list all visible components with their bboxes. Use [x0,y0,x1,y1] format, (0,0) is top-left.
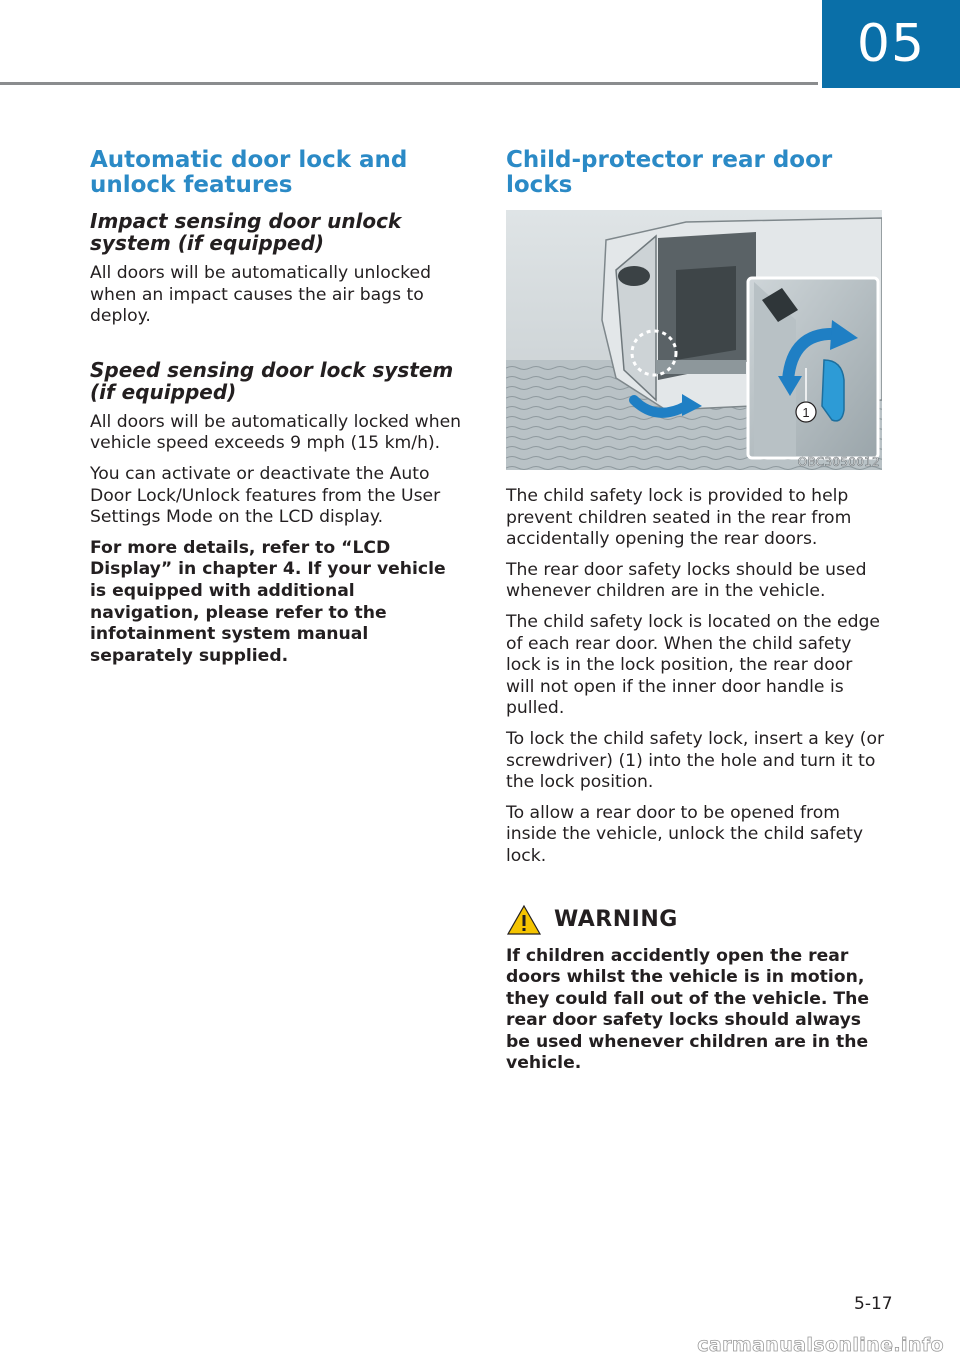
speed-sensing-title: Speed sensing door lock system (if equipped) [90,357,454,404]
page-number: 5-17 [854,1294,893,1314]
child-lock-para-4: To lock the child safety lock, insert a key (or screwdriver) (1) into the hole and turn it to the lock position. [506,728,885,793]
right-column [506,148,886,1075]
speed-sensing-body: All doors will be automatically locked when vehicle speed exceeds 9 mph (15 km/h). [90,411,462,454]
left-column [90,148,466,676]
warning-header [506,904,886,936]
child-lock-illustration [506,210,882,470]
impact-sensing-title: Impact sensing door unlock system (if equipped) [90,209,402,255]
section-title-auto-lock: Automatic door lock and unlock features [90,147,408,198]
impact-sensing-body: All doors will be automatically unlocked when an impact causes the air bags to deploy. [90,263,431,327]
child-lock-para-3: The child safety lock is located on the edge of each rear door. When the child safety lock is in the lock position, the rear door will not open if the inner door handle is pulled. [506,611,881,719]
child-lock-para-1: The child safety lock is provided to help prevent children seated in the rear from accidentally opening the rear doors. [506,486,852,550]
warning-body: If children accidently open the rear doors whilst the vehicle is in motion, they could fall out of the vehicle. The rear door safety locks should always be used whenever children are in the vehicle. [506,945,870,1074]
header-rule [0,82,818,85]
speed-sensing-body-2: You can activate or deactivate the Auto Door Lock/Unlock features from the User Settings Mode on the LCD display. [90,463,441,528]
child-lock-para-5: To allow a rear door to be opened from inside the vehicle, unlock the child safety lock. [506,802,864,866]
child-lock-para-2: The rear door safety locks should be used whenever children are in the vehicle. [506,559,867,602]
chapter-tab: 05 [822,0,960,88]
watermark: carmanualsonline.info [697,1334,944,1356]
speed-sensing-reference: For more details, refer to “LCD Display” in chapter 4. If your vehicle is equipped with additional navigation, please refer to the infotainment system manual separately supplied. [90,537,446,666]
figure-id: OBC3050012 [797,455,880,469]
warning-triangle-icon [506,904,542,936]
callout-1-label: 1 [802,405,810,420]
child-lock-figure [506,210,882,470]
warning-title: WARNING [554,907,678,932]
section-title-child-lock: Child-protector rear door locks [506,147,833,198]
